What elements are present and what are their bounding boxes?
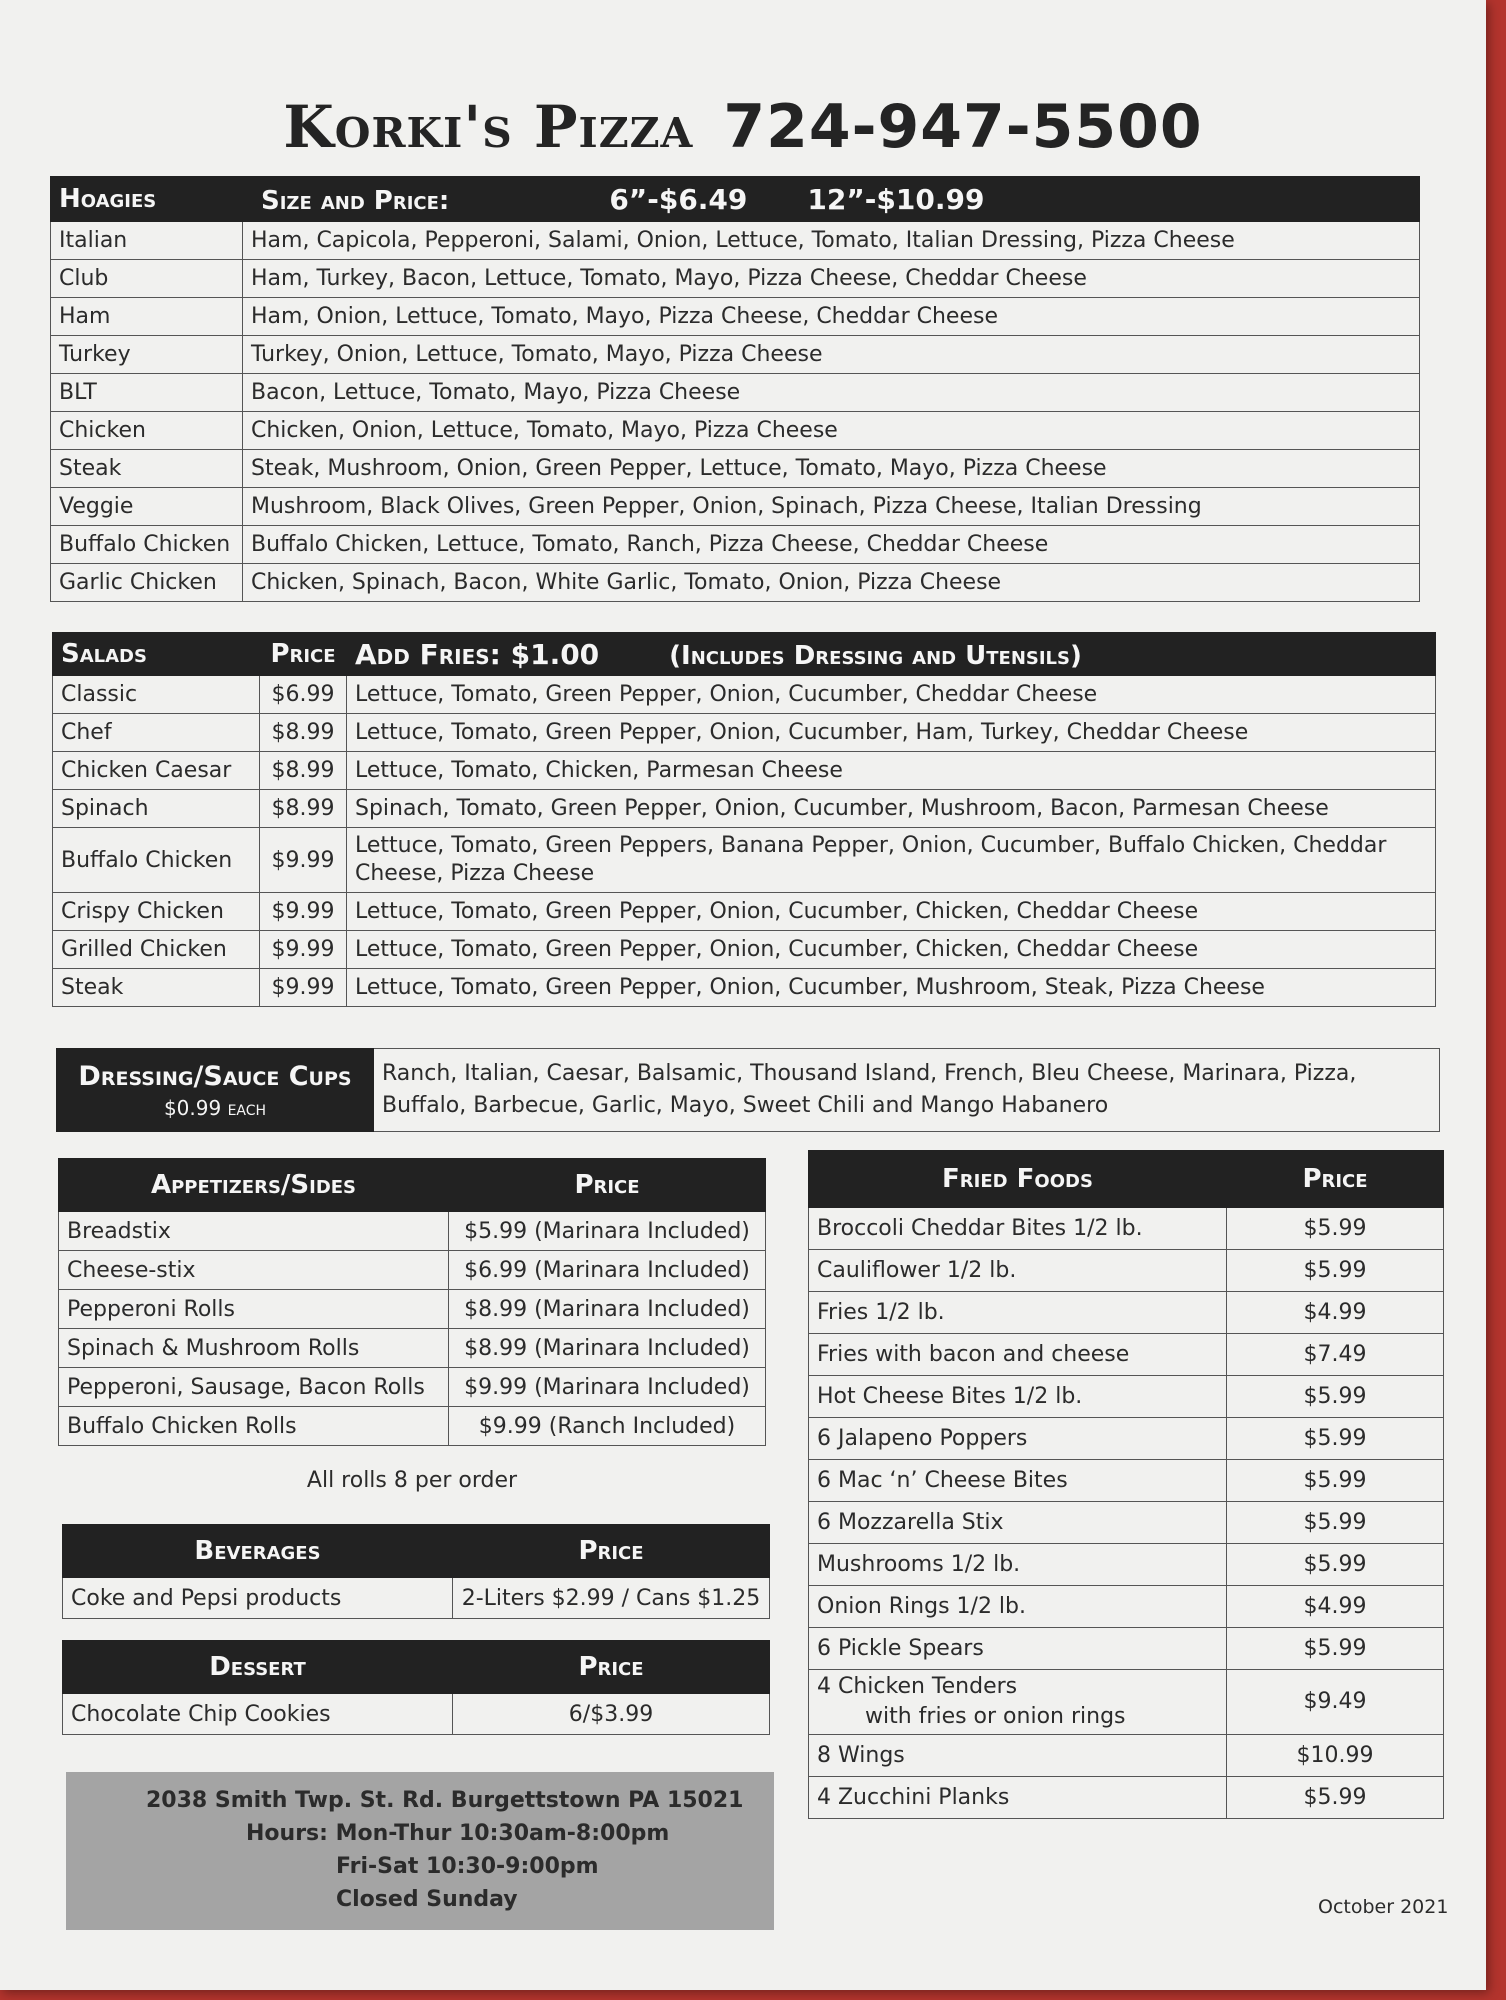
hoagie-desc: Ham, Capicola, Pepperoni, Salami, Onion, Lettuce, Tomato, Italian Dressing, Pizza Cheese bbox=[243, 222, 1420, 260]
fried-item-name: 6 Pickle Spears bbox=[809, 1628, 1227, 1670]
salad-price: $8.99 bbox=[260, 714, 347, 752]
fried-item-price: $5.99 bbox=[1227, 1208, 1444, 1250]
table-row bbox=[51, 450, 1420, 488]
table-row bbox=[809, 1670, 1444, 1735]
dressing-label: Dressing/Sauce Cups bbox=[78, 1060, 352, 1092]
salad-price: $6.99 bbox=[260, 676, 347, 714]
fried-header-row bbox=[809, 1151, 1444, 1208]
appetizer-price: $8.99 (Marinara Included) bbox=[449, 1329, 766, 1368]
fried-item-price: $10.99 bbox=[1227, 1735, 1444, 1777]
salad-name: Spinach bbox=[53, 790, 260, 828]
table-row bbox=[809, 1586, 1444, 1628]
fried-item-price: $5.99 bbox=[1227, 1502, 1444, 1544]
salad-price: $8.99 bbox=[260, 790, 347, 828]
table-row bbox=[809, 1502, 1444, 1544]
phone-number: 724-947-5500 bbox=[723, 92, 1203, 162]
table-row bbox=[59, 1368, 766, 1407]
table-row bbox=[53, 969, 1436, 1007]
beverages-heading: Beverages bbox=[63, 1525, 453, 1578]
hours-line-3: Closed Sunday bbox=[336, 1887, 518, 1912]
fried-item-name: 6 Mac ‘n’ Cheese Bites bbox=[809, 1460, 1227, 1502]
appetizers-table bbox=[58, 1158, 766, 1446]
table-row bbox=[51, 374, 1420, 412]
hoagie-name: Club bbox=[51, 260, 243, 298]
table-row bbox=[809, 1460, 1444, 1502]
table-row bbox=[809, 1735, 1444, 1777]
fried-item-price: $5.99 bbox=[1227, 1250, 1444, 1292]
fried-item-price: $4.99 bbox=[1227, 1586, 1444, 1628]
fried-item-name: Broccoli Cheddar Bites 1/2 lb. bbox=[809, 1208, 1227, 1250]
salad-price: $9.99 bbox=[260, 969, 347, 1007]
salad-name: Buffalo Chicken bbox=[53, 828, 260, 893]
dressing-table bbox=[56, 1048, 1440, 1132]
beverage-name: Coke and Pepsi products bbox=[63, 1578, 453, 1619]
fried-item-price: $5.99 bbox=[1227, 1376, 1444, 1418]
table-row bbox=[809, 1544, 1444, 1586]
fried-item-price: $5.99 bbox=[1227, 1418, 1444, 1460]
menu-date: October 2021 bbox=[1318, 1896, 1449, 1918]
dessert-table bbox=[62, 1640, 770, 1735]
appetizer-name: Pepperoni Rolls bbox=[59, 1290, 449, 1329]
table-row bbox=[53, 931, 1436, 969]
table-row bbox=[59, 1212, 766, 1251]
table-row bbox=[809, 1334, 1444, 1376]
address-line: 2038 Smith Twp. St. Rd. Burgettstown PA 15021 bbox=[146, 1788, 744, 1813]
dressing-price: $0.99 each bbox=[163, 1095, 267, 1120]
table-row bbox=[59, 1251, 766, 1290]
hoagies-size-label: Size and Price: bbox=[261, 185, 450, 216]
rolls-note: All rolls 8 per order bbox=[306, 1468, 518, 1493]
appetizers-heading: Appetizers/Sides bbox=[59, 1159, 449, 1212]
table-row bbox=[51, 336, 1420, 374]
fried-item-name: Fries 1/2 lb. bbox=[809, 1292, 1227, 1334]
fried-item-name: Fries with bacon and cheese bbox=[809, 1334, 1227, 1376]
table-row bbox=[51, 488, 1420, 526]
table-row bbox=[51, 564, 1420, 602]
salad-desc: Lettuce, Tomato, Green Pepper, Onion, Cucumber, Ham, Turkey, Cheddar Cheese bbox=[347, 714, 1436, 752]
dressing-row bbox=[57, 1049, 1440, 1132]
address-hours-box bbox=[66, 1772, 774, 1930]
hoagies-table bbox=[50, 176, 1420, 602]
appetizer-price: $5.99 (Marinara Included) bbox=[449, 1212, 766, 1251]
hoagie-name: Turkey bbox=[51, 336, 243, 374]
appetizer-price: $8.99 (Marinara Included) bbox=[449, 1290, 766, 1329]
salad-desc: Lettuce, Tomato, Green Pepper, Onion, Cucumber, Cheddar Cheese bbox=[347, 676, 1436, 714]
hoagie-desc: Ham, Turkey, Bacon, Lettuce, Tomato, Mayo, Pizza Cheese, Cheddar Cheese bbox=[243, 260, 1420, 298]
salads-extras-header bbox=[347, 633, 1436, 676]
salad-desc: Lettuce, Tomato, Green Pepper, Onion, Cucumber, Chicken, Cheddar Cheese bbox=[347, 931, 1436, 969]
fried-price-header: Price bbox=[1227, 1151, 1444, 1208]
salad-desc: Lettuce, Tomato, Green Pepper, Onion, Cucumber, Mushroom, Steak, Pizza Cheese bbox=[347, 969, 1436, 1007]
salad-desc: Lettuce, Tomato, Green Peppers, Banana Pepper, Onion, Cucumber, Buffalo Chicken, Cheddar Cheese, Pizza Cheese bbox=[347, 828, 1436, 893]
appetizers-price-header: Price bbox=[449, 1159, 766, 1212]
fried-item-name: 8 Wings bbox=[809, 1735, 1227, 1777]
salad-price: $8.99 bbox=[260, 752, 347, 790]
table-row bbox=[51, 222, 1420, 260]
table-row bbox=[59, 1329, 766, 1368]
fried-item-subtext: with fries or onion rings bbox=[865, 1704, 1126, 1729]
table-row bbox=[63, 1694, 770, 1735]
hoagie-name: Veggie bbox=[51, 488, 243, 526]
page-title bbox=[0, 92, 1486, 162]
table-row bbox=[53, 714, 1436, 752]
appetizers-header-row bbox=[59, 1159, 766, 1212]
add-fries-label: Add Fries: $1.00 bbox=[355, 637, 600, 671]
salad-desc: Lettuce, Tomato, Green Pepper, Onion, Cucumber, Chicken, Cheddar Cheese bbox=[347, 893, 1436, 931]
table-row bbox=[59, 1407, 766, 1446]
salads-includes-note: (Includes Dressing and Utensils) bbox=[669, 640, 1082, 671]
hoagies-heading: Hoagies bbox=[51, 177, 243, 222]
table-row bbox=[51, 298, 1420, 336]
table-row bbox=[53, 828, 1436, 893]
dessert-price-header: Price bbox=[453, 1641, 770, 1694]
hoagie-name: Ham bbox=[51, 298, 243, 336]
appetizer-name: Spinach & Mushroom Rolls bbox=[59, 1329, 449, 1368]
hoagie-desc: Mushroom, Black Olives, Green Pepper, Onion, Spinach, Pizza Cheese, Italian Dressing bbox=[243, 488, 1420, 526]
table-row bbox=[51, 412, 1420, 450]
fried-item-name: 4 Zucchini Planks bbox=[809, 1777, 1227, 1819]
salad-name: Classic bbox=[53, 676, 260, 714]
appetizer-name: Pepperoni, Sausage, Bacon Rolls bbox=[59, 1368, 449, 1407]
fried-item-name: Onion Rings 1/2 lb. bbox=[809, 1586, 1227, 1628]
fried-item-name: 6 Jalapeno Poppers bbox=[809, 1418, 1227, 1460]
fried-item-name: 4 Chicken Tenders bbox=[817, 1674, 1018, 1699]
table-row bbox=[809, 1418, 1444, 1460]
hoagie-name: Garlic Chicken bbox=[51, 564, 243, 602]
salad-desc: Spinach, Tomato, Green Pepper, Onion, Cucumber, Mushroom, Bacon, Parmesan Cheese bbox=[347, 790, 1436, 828]
table-row bbox=[53, 790, 1436, 828]
table-row bbox=[809, 1208, 1444, 1250]
fried-item-name-cell bbox=[809, 1670, 1227, 1735]
hoagie-name: Buffalo Chicken bbox=[51, 526, 243, 564]
hoagies-header-row bbox=[51, 177, 1420, 222]
table-row bbox=[809, 1376, 1444, 1418]
fried-item-price: $5.99 bbox=[1227, 1544, 1444, 1586]
hours-line-1: Hours: Mon-Thur 10:30am-8:00pm bbox=[246, 1821, 670, 1846]
dressing-label-cell bbox=[57, 1049, 374, 1132]
salad-price: $9.99 bbox=[260, 893, 347, 931]
fried-item-price: $5.99 bbox=[1227, 1777, 1444, 1819]
table-row bbox=[809, 1250, 1444, 1292]
fried-item-price: $5.99 bbox=[1227, 1460, 1444, 1502]
salad-name: Crispy Chicken bbox=[53, 893, 260, 931]
hours-line-2: Fri-Sat 10:30-9:00pm bbox=[336, 1854, 599, 1879]
hoagie-desc: Bacon, Lettuce, Tomato, Mayo, Pizza Cheese bbox=[243, 374, 1420, 412]
salad-name: Chicken Caesar bbox=[53, 752, 260, 790]
hoagie-desc: Ham, Onion, Lettuce, Tomato, Mayo, Pizza Cheese, Cheddar Cheese bbox=[243, 298, 1420, 336]
fried-item-name: Mushrooms 1/2 lb. bbox=[809, 1544, 1227, 1586]
beverage-price: 2-Liters $2.99 / Cans $1.25 bbox=[453, 1578, 770, 1619]
table-row bbox=[63, 1578, 770, 1619]
dressing-list: Ranch, Italian, Caesar, Balsamic, Thousand Island, French, Bleu Cheese, Marinara, Pizza, Buffalo, Barbecue, Garlic, Mayo, Sweet Chili and Mango Habanero bbox=[374, 1049, 1440, 1132]
fried-heading: Fried Foods bbox=[809, 1151, 1227, 1208]
fried-foods-table bbox=[808, 1150, 1444, 1819]
table-row bbox=[53, 752, 1436, 790]
salad-name: Chef bbox=[53, 714, 260, 752]
restaurant-name: Korki's Pizza bbox=[283, 93, 694, 161]
table-row bbox=[809, 1628, 1444, 1670]
salads-header-row bbox=[53, 633, 1436, 676]
table-row bbox=[809, 1777, 1444, 1819]
table-row bbox=[51, 526, 1420, 564]
table-row bbox=[53, 676, 1436, 714]
hoagies-price-6: 6”-$6.49 bbox=[609, 182, 748, 216]
salads-price-header: Price bbox=[260, 633, 347, 676]
appetizer-price: $6.99 (Marinara Included) bbox=[449, 1251, 766, 1290]
salad-price: $9.99 bbox=[260, 828, 347, 893]
fried-item-price: $5.99 bbox=[1227, 1628, 1444, 1670]
fried-item-price: $7.49 bbox=[1227, 1334, 1444, 1376]
table-row bbox=[809, 1292, 1444, 1334]
fried-item-name: Hot Cheese Bites 1/2 lb. bbox=[809, 1376, 1227, 1418]
fried-item-name: 6 Mozzarella Stix bbox=[809, 1502, 1227, 1544]
appetizer-name: Buffalo Chicken Rolls bbox=[59, 1407, 449, 1446]
appetizer-price: $9.99 (Marinara Included) bbox=[449, 1368, 766, 1407]
hoagies-price-12: 12”-$10.99 bbox=[807, 182, 985, 216]
table-row bbox=[59, 1290, 766, 1329]
hoagie-desc: Turkey, Onion, Lettuce, Tomato, Mayo, Pizza Cheese bbox=[243, 336, 1420, 374]
dessert-heading: Dessert bbox=[63, 1641, 453, 1694]
salads-table bbox=[52, 632, 1436, 1007]
hoagie-name: BLT bbox=[51, 374, 243, 412]
fried-item-name: Cauliflower 1/2 lb. bbox=[809, 1250, 1227, 1292]
fried-item-price: $9.49 bbox=[1227, 1670, 1444, 1735]
salad-desc: Lettuce, Tomato, Chicken, Parmesan Cheese bbox=[347, 752, 1436, 790]
hoagie-name: Italian bbox=[51, 222, 243, 260]
hoagie-desc: Steak, Mushroom, Onion, Green Pepper, Lettuce, Tomato, Mayo, Pizza Cheese bbox=[243, 450, 1420, 488]
fried-item-price: $4.99 bbox=[1227, 1292, 1444, 1334]
appetizer-price: $9.99 (Ranch Included) bbox=[449, 1407, 766, 1446]
hoagie-desc: Buffalo Chicken, Lettuce, Tomato, Ranch, Pizza Cheese, Cheddar Cheese bbox=[243, 526, 1420, 564]
salad-name: Steak bbox=[53, 969, 260, 1007]
hoagie-name: Steak bbox=[51, 450, 243, 488]
hoagie-name: Chicken bbox=[51, 412, 243, 450]
hoagie-desc: Chicken, Spinach, Bacon, White Garlic, Tomato, Onion, Pizza Cheese bbox=[243, 564, 1420, 602]
dessert-header-row bbox=[63, 1641, 770, 1694]
table-row bbox=[51, 260, 1420, 298]
table-row bbox=[53, 893, 1436, 931]
beverages-price-header: Price bbox=[453, 1525, 770, 1578]
beverages-table bbox=[62, 1524, 770, 1619]
appetizer-name: Breadstix bbox=[59, 1212, 449, 1251]
appetizer-name: Cheese-stix bbox=[59, 1251, 449, 1290]
dessert-price: 6/$3.99 bbox=[453, 1694, 770, 1735]
hoagies-size-price-header bbox=[243, 177, 1420, 222]
beverages-header-row bbox=[63, 1525, 770, 1578]
salad-name: Grilled Chicken bbox=[53, 931, 260, 969]
dessert-name: Chocolate Chip Cookies bbox=[63, 1694, 453, 1735]
salads-heading: Salads bbox=[53, 633, 260, 676]
hoagie-desc: Chicken, Onion, Lettuce, Tomato, Mayo, Pizza Cheese bbox=[243, 412, 1420, 450]
salad-price: $9.99 bbox=[260, 931, 347, 969]
